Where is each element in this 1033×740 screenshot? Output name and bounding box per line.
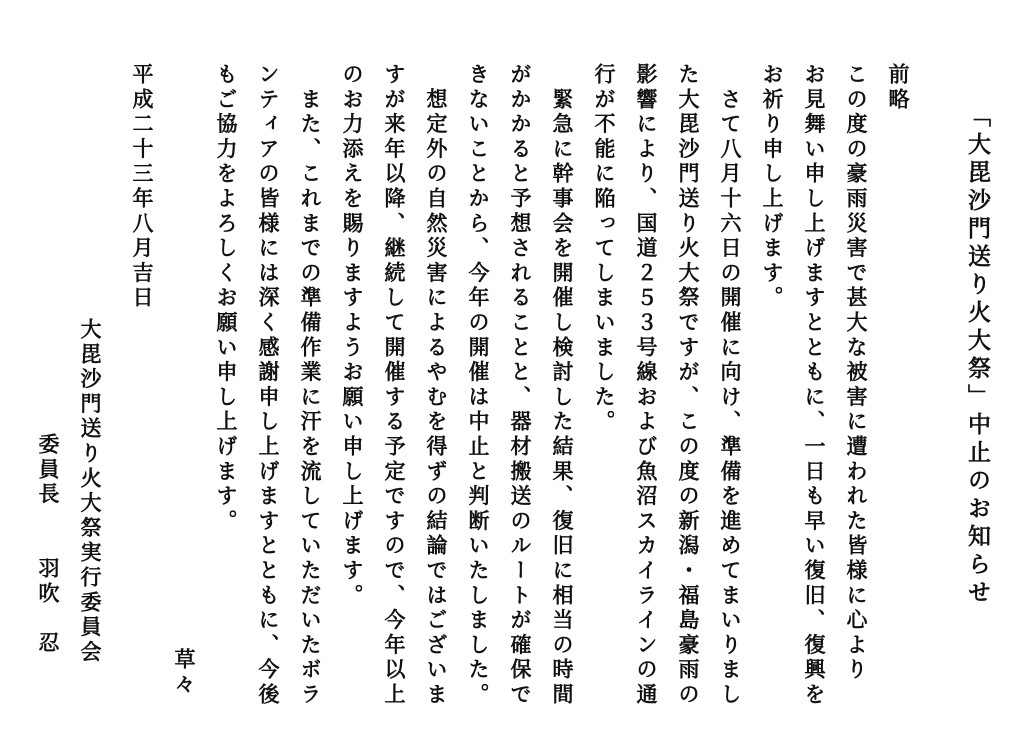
body-line: もご協力をよろしくお願い申し上げます。 xyxy=(214,63,239,535)
body-line: この度の豪雨災害で甚大な被害に遭われた皆様に心より xyxy=(844,63,869,683)
body-line: また、これまでの準備作業に汗を流していただいたボラ xyxy=(298,63,323,708)
body-line: すが来年以降、継続して開催する予定ですので、今年以上 xyxy=(382,63,407,708)
salutation: 前略 xyxy=(886,63,911,113)
body-line: 影響により、国道２５３号線および魚沼スカイラインの通 xyxy=(634,63,659,708)
body-line: お祈り申し上げます。 xyxy=(760,63,785,311)
signatory: 委員長 羽吹 忍 xyxy=(36,433,61,657)
body-line: きないことから、今年の開催は中止と判断いたしました。 xyxy=(466,63,491,708)
closing: 草々 xyxy=(172,648,197,698)
body-line: のお力添えを賜りますようお願い申し上げます。 xyxy=(340,63,365,609)
document-title: 「大毘沙門送り火大祭」中止のお知らせ xyxy=(964,104,991,608)
body-line: た大毘沙門送り火大祭ですが、この度の新潟・福島豪雨の xyxy=(676,63,701,708)
body-line: がかかると予想されることと、器材搬送のルートが確保で xyxy=(508,63,533,708)
organization-name: 大毘沙門送り火大祭実行委員会 xyxy=(78,318,103,666)
body-line: お見舞い申し上げますとともに、一日も早い復旧、復興を xyxy=(802,63,827,708)
body-line: 行が不能に陥ってしまいました。 xyxy=(592,63,617,435)
body-line: 想定外の自然災害によるやむを得ずの結論ではございま xyxy=(424,63,449,708)
body-line: ンティアの皆様には深く感謝申し上げますとともに、今後 xyxy=(256,63,281,708)
body-line: 緊急に幹事会を開催し検討した結果、復旧に相当の時間 xyxy=(550,63,575,708)
body-line: さて八月十六日の開催に向け、準備を進めてまいりまし xyxy=(718,63,743,708)
date: 平成二十三年八月吉日 xyxy=(130,63,155,311)
